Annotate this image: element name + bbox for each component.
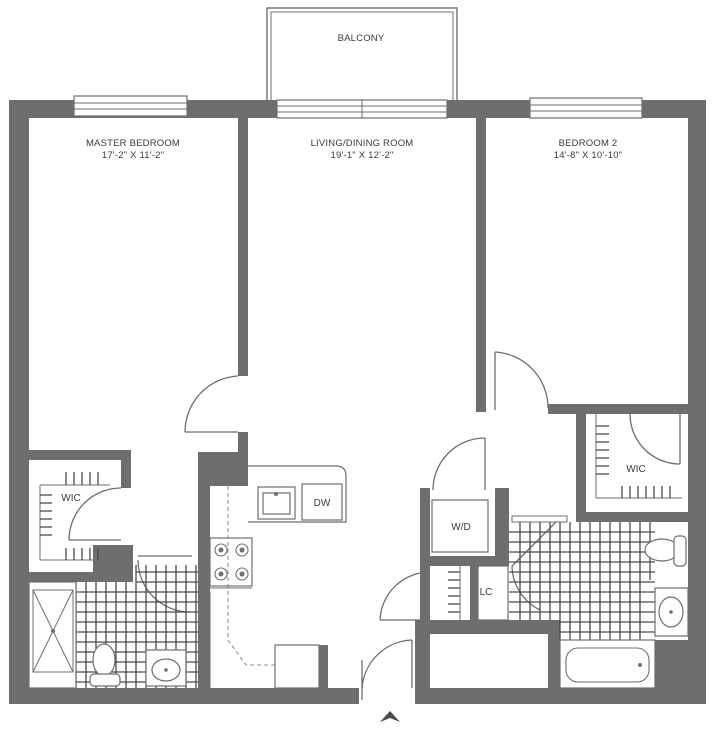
door-entry — [362, 640, 412, 700]
entry-arrow-icon — [380, 711, 400, 722]
living-dining-dims: 19'-1" X 12'-2" — [330, 150, 394, 161]
balcony — [267, 8, 457, 101]
door-wic-bedroom2 — [630, 414, 680, 464]
interior-walls — [29, 118, 688, 690]
dishwasher-label: DW — [313, 498, 331, 509]
refrigerator — [275, 645, 319, 688]
bedroom2-name: BEDROOM 2 — [558, 138, 618, 149]
master-bedroom-name: MASTER BEDROOM — [85, 138, 181, 149]
living-dining-name: LIVING/DINING ROOM — [310, 138, 414, 149]
bath2-sink — [655, 588, 688, 636]
wic-bedroom2-label: WIC — [626, 464, 646, 475]
wic-master-label: WIC — [61, 493, 81, 504]
master-bath-tile — [29, 565, 198, 688]
master-bedroom-dims: 17'-2" X 11'-2" — [101, 150, 165, 161]
bedroom2-dims: 14'-8" X 10'-10" — [553, 150, 623, 161]
window-master — [74, 96, 187, 116]
door-wd-closet — [433, 438, 485, 490]
balcony-label: BALCONY — [337, 33, 385, 44]
balcony-door — [277, 100, 447, 118]
linen-closet-label: LC — [479, 587, 493, 598]
kitchen-sink — [263, 493, 290, 514]
range — [210, 538, 252, 586]
linen-closet — [448, 566, 508, 620]
washer-dryer-label: W/D — [451, 522, 471, 533]
master-sink — [146, 650, 186, 686]
window-bedroom2 — [530, 98, 642, 118]
bedroom2-wic-shelving — [596, 414, 682, 498]
door-master-bedroom — [185, 376, 238, 432]
door-bedroom2 — [495, 352, 548, 410]
bath2-tub — [560, 640, 655, 688]
exterior-walls — [9, 100, 706, 704]
